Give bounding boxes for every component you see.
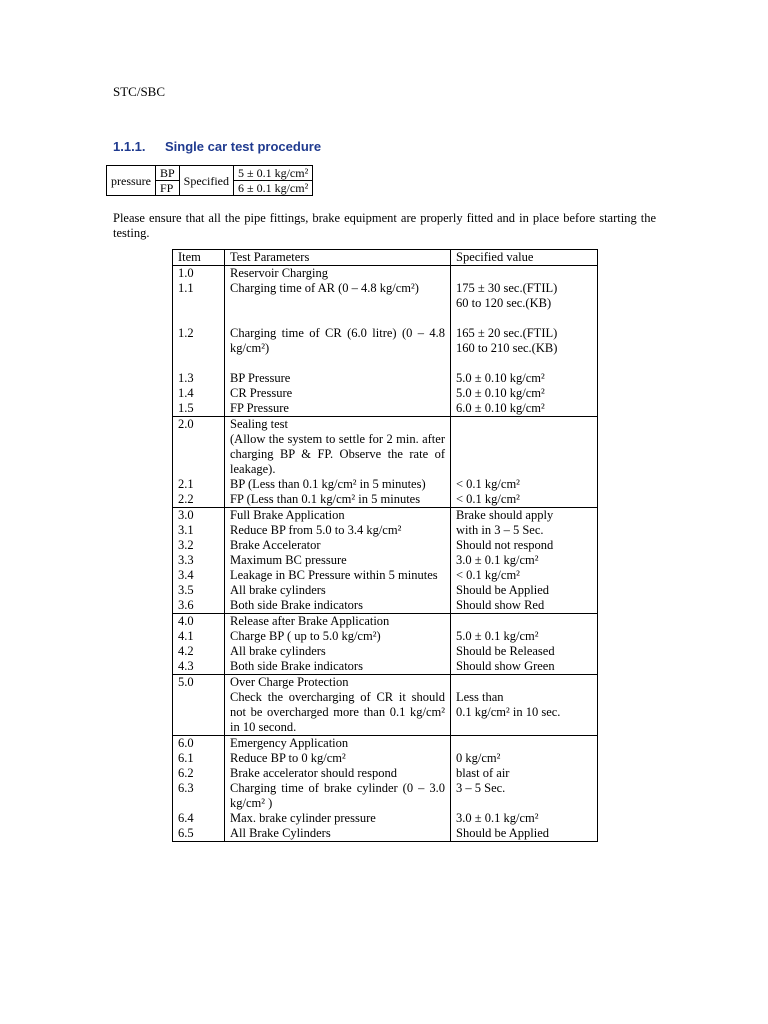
cell-specified-value: Should be Applied bbox=[451, 583, 598, 598]
cell-specified-value: 3.0 ± 0.1 kg/cm² bbox=[451, 553, 598, 568]
cell-test-parameter: Release after Brake Application bbox=[225, 614, 451, 630]
table-row bbox=[173, 401, 598, 417]
cell-test-parameter: Both side Brake indicators bbox=[225, 659, 451, 675]
cell-specified-value bbox=[451, 356, 598, 371]
cell-test-parameter bbox=[225, 356, 451, 371]
cell-test-parameter: CR Pressure bbox=[225, 386, 451, 401]
cell-specified-value bbox=[451, 417, 598, 478]
pressure-label: pressure bbox=[107, 166, 156, 196]
cell-item: 3.5 bbox=[173, 583, 225, 598]
cell-specified-value bbox=[451, 614, 598, 630]
cell-item: 6.1 bbox=[173, 751, 225, 766]
table-row bbox=[173, 736, 598, 752]
section-heading bbox=[113, 139, 321, 154]
table-row bbox=[173, 644, 598, 659]
specified-label: Specified bbox=[179, 166, 233, 196]
cell-item bbox=[173, 356, 225, 371]
cell-item: 6.0 bbox=[173, 736, 225, 752]
cell-test-parameter: BP Pressure bbox=[225, 371, 451, 386]
header-test-parameters: Test Parameters bbox=[225, 250, 451, 266]
cell-test-parameter: Full Brake Application bbox=[225, 508, 451, 524]
pipe-bp: BP bbox=[155, 166, 179, 181]
cell-item: 6.5 bbox=[173, 826, 225, 842]
cell-specified-value: 6.0 ± 0.10 kg/cm² bbox=[451, 401, 598, 417]
table-header-row bbox=[173, 250, 598, 266]
cell-specified-value: 5.0 ± 0.10 kg/cm² bbox=[451, 386, 598, 401]
cell-specified-value: 5.0 ± 0.10 kg/cm² bbox=[451, 371, 598, 386]
table-row bbox=[173, 326, 598, 356]
cell-item: 2.2 bbox=[173, 492, 225, 508]
cell-test-parameter: Reduce BP to 0 kg/cm² bbox=[225, 751, 451, 766]
test-procedure-table bbox=[172, 249, 598, 842]
cell-specified-value bbox=[451, 675, 598, 691]
cell-test-parameter: FP Pressure bbox=[225, 401, 451, 417]
cell-test-parameter: Charging time of brake cylinder (0 – 3.0 kg/cm² ) bbox=[225, 781, 451, 811]
header-specified-value: Specified value bbox=[451, 250, 598, 266]
cell-item: 6.3 bbox=[173, 781, 225, 811]
cell-item: 1.3 bbox=[173, 371, 225, 386]
cell-specified-value: Should show Green bbox=[451, 659, 598, 675]
cell-test-parameter: Leakage in BC Pressure within 5 minutes bbox=[225, 568, 451, 583]
cell-test-parameter: Check the overcharging of CR it should not be overcharged more than 0.1 kg/cm² in 10 second. bbox=[225, 690, 451, 736]
cell-test-parameter: Maximum BC pressure bbox=[225, 553, 451, 568]
cell-specified-value: Should show Red bbox=[451, 598, 598, 614]
cell-specified-value: Less than 0.1 kg/cm² in 10 sec. bbox=[451, 690, 598, 736]
cell-specified-value: 3 – 5 Sec. bbox=[451, 781, 598, 811]
cell-item: 3.2 bbox=[173, 538, 225, 553]
cell-item: 1.0 bbox=[173, 266, 225, 282]
cell-item: 1.1 bbox=[173, 281, 225, 311]
cell-specified-value: Should be Released bbox=[451, 644, 598, 659]
cell-test-parameter: Charging time of AR (0 – 4.8 kg/cm²) bbox=[225, 281, 451, 311]
cell-test-parameter: Brake accelerator should respond bbox=[225, 766, 451, 781]
cell-test-parameter: Brake Accelerator bbox=[225, 538, 451, 553]
table-row bbox=[173, 629, 598, 644]
table-row bbox=[173, 583, 598, 598]
cell-test-parameter: Emergency Application bbox=[225, 736, 451, 752]
cell-test-parameter: Reduce BP from 5.0 to 3.4 kg/cm² bbox=[225, 523, 451, 538]
cell-specified-value: Should be Applied bbox=[451, 826, 598, 842]
cell-test-parameter: BP (Less than 0.1 kg/cm² in 5 minutes) bbox=[225, 477, 451, 492]
cell-item: 5.0 bbox=[173, 675, 225, 691]
table-row bbox=[173, 766, 598, 781]
cell-item: 4.0 bbox=[173, 614, 225, 630]
cell-item: 2.0 bbox=[173, 417, 225, 478]
table-row bbox=[173, 781, 598, 811]
table-row bbox=[173, 477, 598, 492]
cell-test-parameter: All brake cylinders bbox=[225, 644, 451, 659]
table-row bbox=[173, 417, 598, 478]
table-row bbox=[173, 311, 598, 326]
cell-specified-value bbox=[451, 736, 598, 752]
cell-test-parameter: Charge BP ( up to 5.0 kg/cm²) bbox=[225, 629, 451, 644]
table-row bbox=[173, 538, 598, 553]
cell-test-parameter: All Brake Cylinders bbox=[225, 826, 451, 842]
cell-test-parameter: All brake cylinders bbox=[225, 583, 451, 598]
header-item: Item bbox=[173, 250, 225, 266]
cell-test-parameter: FP (Less than 0.1 kg/cm² in 5 minutes bbox=[225, 492, 451, 508]
cell-test-parameter: Sealing test (Allow the system to settle for 2 min. after charging BP & FP. Observe the rate of leakage). bbox=[225, 417, 451, 478]
cell-item bbox=[173, 690, 225, 736]
table-row bbox=[173, 659, 598, 675]
cell-specified-value: < 0.1 kg/cm² bbox=[451, 568, 598, 583]
cell-specified-value: 175 ± 30 sec.(FTIL) 60 to 120 sec.(KB) bbox=[451, 281, 598, 311]
cell-item: 3.0 bbox=[173, 508, 225, 524]
table-row bbox=[173, 751, 598, 766]
table-row bbox=[173, 281, 598, 311]
cell-item bbox=[173, 311, 225, 326]
cell-item: 3.4 bbox=[173, 568, 225, 583]
cell-item: 3.1 bbox=[173, 523, 225, 538]
cell-specified-value bbox=[451, 266, 598, 282]
cell-item: 4.2 bbox=[173, 644, 225, 659]
cell-specified-value: 5.0 ± 0.1 kg/cm² bbox=[451, 629, 598, 644]
cell-test-parameter: Reservoir Charging bbox=[225, 266, 451, 282]
table-row bbox=[173, 614, 598, 630]
cell-item: 1.4 bbox=[173, 386, 225, 401]
cell-specified-value bbox=[451, 311, 598, 326]
table-row bbox=[173, 568, 598, 583]
section-number: 1.1.1. bbox=[113, 139, 146, 154]
cell-item: 4.1 bbox=[173, 629, 225, 644]
table-row bbox=[173, 492, 598, 508]
table-row bbox=[173, 356, 598, 371]
cell-specified-value: Brake should apply bbox=[451, 508, 598, 524]
section-title: Single car test procedure bbox=[165, 139, 322, 154]
cell-item: 6.2 bbox=[173, 766, 225, 781]
cell-item: 4.3 bbox=[173, 659, 225, 675]
table-row bbox=[173, 386, 598, 401]
cell-specified-value: with in 3 – 5 Sec. bbox=[451, 523, 598, 538]
cell-test-parameter: Over Charge Protection bbox=[225, 675, 451, 691]
table-row bbox=[173, 675, 598, 691]
document-code: STC/SBC bbox=[113, 84, 166, 99]
cell-specified-value: 3.0 ± 0.1 kg/cm² bbox=[451, 811, 598, 826]
bp-value: 5 ± 0.1 kg/cm² bbox=[234, 166, 313, 181]
table-row bbox=[173, 598, 598, 614]
cell-specified-value: Should not respond bbox=[451, 538, 598, 553]
cell-item: 1.2 bbox=[173, 326, 225, 356]
cell-item: 3.3 bbox=[173, 553, 225, 568]
cell-specified-value: < 0.1 kg/cm² bbox=[451, 492, 598, 508]
table-row bbox=[173, 508, 598, 524]
pipe-fp: FP bbox=[155, 181, 179, 196]
table-row bbox=[173, 266, 598, 282]
cell-item: 2.1 bbox=[173, 477, 225, 492]
cell-specified-value: blast of air bbox=[451, 766, 598, 781]
cell-test-parameter: Charging time of CR (6.0 litre) (0 – 4.8 kg/cm²) bbox=[225, 326, 451, 356]
cell-test-parameter bbox=[225, 311, 451, 326]
table-row bbox=[173, 553, 598, 568]
table-row bbox=[173, 371, 598, 386]
fp-value: 6 ± 0.1 kg/cm² bbox=[234, 181, 313, 196]
pressure-spec-table bbox=[106, 165, 313, 196]
table-row bbox=[173, 523, 598, 538]
table-row bbox=[173, 811, 598, 826]
cell-specified-value: 0 kg/cm² bbox=[451, 751, 598, 766]
cell-item: 1.5 bbox=[173, 401, 225, 417]
cell-specified-value: 165 ± 20 sec.(FTIL) 160 to 210 sec.(KB) bbox=[451, 326, 598, 356]
cell-item: 6.4 bbox=[173, 811, 225, 826]
cell-test-parameter: Max. brake cylinder pressure bbox=[225, 811, 451, 826]
cell-test-parameter: Both side Brake indicators bbox=[225, 598, 451, 614]
cell-specified-value: < 0.1 kg/cm² bbox=[451, 477, 598, 492]
table-row bbox=[173, 690, 598, 736]
intro-paragraph: Please ensure that all the pipe fittings, brake equipment are properly fitted and in place before starting the testing. bbox=[113, 211, 656, 240]
table-row bbox=[173, 826, 598, 842]
cell-item: 3.6 bbox=[173, 598, 225, 614]
